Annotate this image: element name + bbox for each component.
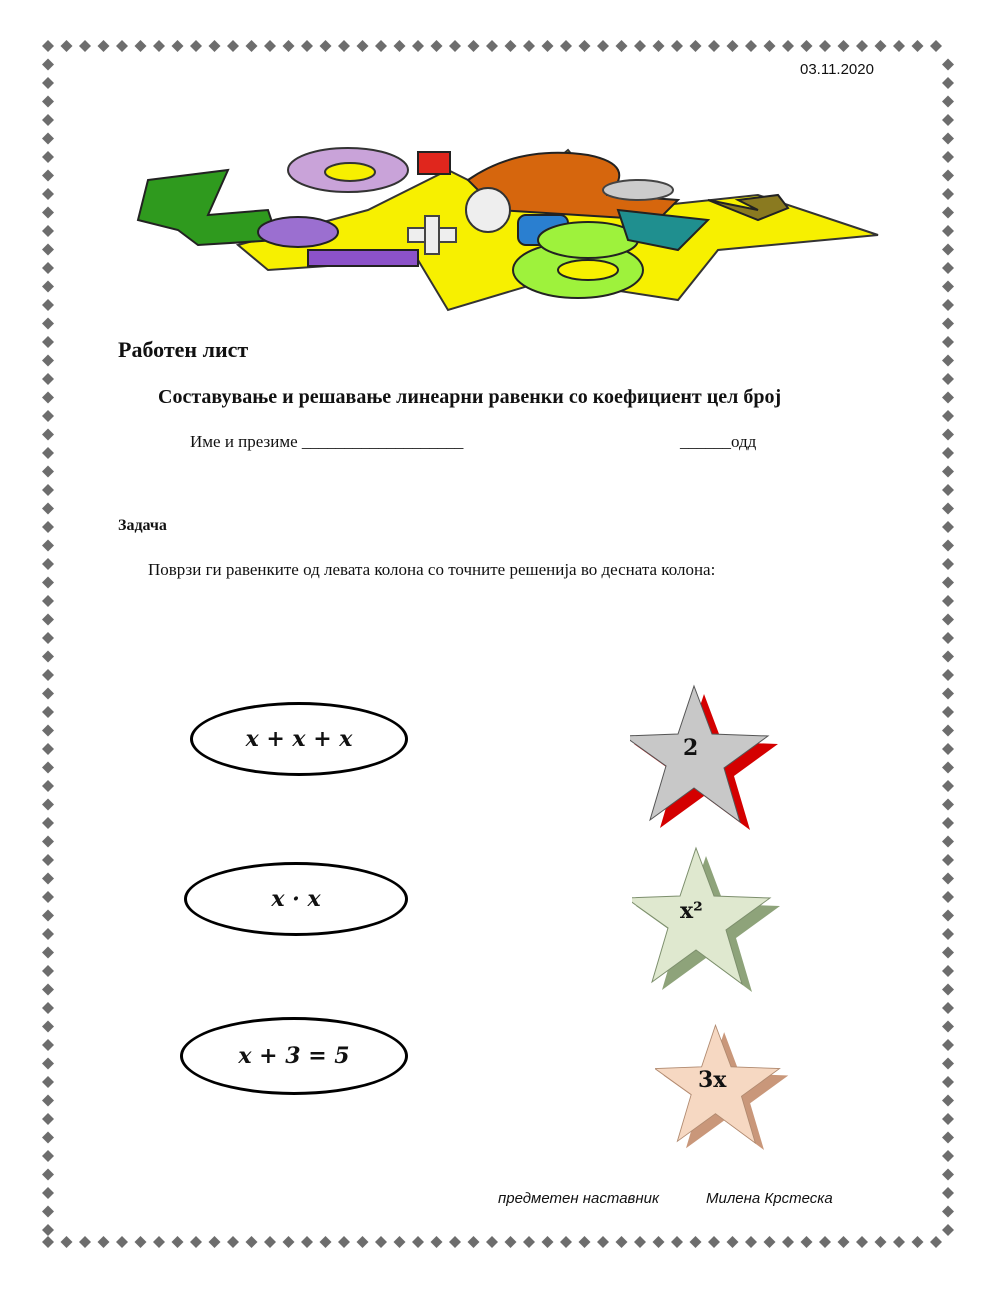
- border-diamond: [42, 1206, 54, 1218]
- border-diamond: [597, 1236, 609, 1248]
- expression-text: x + x + x: [245, 726, 353, 752]
- border-diamond: [42, 77, 54, 89]
- border-diamond: [42, 669, 54, 681]
- border-diamond: [942, 262, 954, 274]
- border-diamond: [942, 651, 954, 663]
- worksheet-title: Работен лист: [118, 337, 249, 362]
- border-diamond: [42, 595, 54, 607]
- border-diamond: [942, 780, 954, 792]
- border-diamond: [801, 40, 813, 52]
- border-diamond: [634, 1236, 646, 1248]
- border-diamond: [942, 466, 954, 478]
- border-diamond: [942, 891, 954, 903]
- border-diamond: [671, 40, 683, 52]
- border-diamond: [942, 632, 954, 644]
- border-diamond: [912, 40, 924, 52]
- border-diamond: [856, 1236, 868, 1248]
- border-diamond: [320, 1236, 332, 1248]
- border-diamond: [283, 1236, 295, 1248]
- border-diamond: [42, 614, 54, 626]
- border-diamond: [875, 1236, 887, 1248]
- border-diamond: [560, 40, 572, 52]
- border-diamond: [375, 1236, 387, 1248]
- border-diamond: [301, 40, 313, 52]
- border-diamond: [42, 1113, 54, 1125]
- border-diamond: [745, 1236, 757, 1248]
- border-diamond: [690, 1236, 702, 1248]
- border-diamond: [942, 429, 954, 441]
- border-diamond: [153, 1236, 165, 1248]
- border-diamond: [42, 447, 54, 459]
- border-diamond: [431, 1236, 443, 1248]
- border-diamond: [942, 1002, 954, 1014]
- border-diamond: [942, 762, 954, 774]
- border-diamond: [942, 540, 954, 552]
- border-diamond: [942, 59, 954, 71]
- border-diamond: [42, 355, 54, 367]
- border-diamond: [942, 799, 954, 811]
- border-diamond: [42, 558, 54, 570]
- border-diamond: [912, 1236, 924, 1248]
- border-diamond: [190, 1236, 202, 1248]
- border-diamond: [486, 40, 498, 52]
- border-diamond: [942, 484, 954, 496]
- expression-oval-2[interactable]: [184, 862, 408, 936]
- border-diamond: [42, 1076, 54, 1088]
- border-diamond: [486, 1236, 498, 1248]
- border-diamond: [172, 1236, 184, 1248]
- border-diamond: [42, 1002, 54, 1014]
- border-diamond: [942, 910, 954, 922]
- border-diamond: [42, 207, 54, 219]
- border-diamond: [942, 928, 954, 940]
- expression-text: x + 3 = 5: [238, 1043, 350, 1069]
- border-diamond: [61, 1236, 73, 1248]
- border-diamond: [42, 1021, 54, 1033]
- border-diamond: [579, 40, 591, 52]
- border-diamond: [942, 447, 954, 459]
- border-diamond: [42, 503, 54, 515]
- border-diamond: [42, 947, 54, 959]
- border-diamond: [246, 40, 258, 52]
- border-diamond: [942, 188, 954, 200]
- border-diamond: [942, 225, 954, 237]
- grade-field: ______одд: [680, 432, 757, 451]
- border-diamond: [942, 1169, 954, 1181]
- border-diamond: [209, 1236, 221, 1248]
- border-diamond: [42, 262, 54, 274]
- border-diamond: [135, 1236, 147, 1248]
- border-diamond: [942, 392, 954, 404]
- border-diamond: [653, 40, 665, 52]
- answer-label-1: 2: [683, 735, 699, 761]
- border-diamond: [942, 299, 954, 311]
- topic-title: Составување и решавање линеарни равенки со коефициент цел број: [158, 386, 782, 408]
- border-diamond: [42, 928, 54, 940]
- border-diamond: [942, 965, 954, 977]
- border-diamond: [468, 1236, 480, 1248]
- border-diamond: [542, 1236, 554, 1248]
- border-diamond: [42, 799, 54, 811]
- border-diamond: [42, 780, 54, 792]
- border-diamond: [338, 1236, 350, 1248]
- border-diamond: [357, 1236, 369, 1248]
- border-diamond: [708, 1236, 720, 1248]
- border-diamond: [283, 40, 295, 52]
- border-diamond: [42, 96, 54, 108]
- border-diamond: [745, 40, 757, 52]
- border-diamond: [942, 96, 954, 108]
- border-diamond: [942, 595, 954, 607]
- border-diamond: [42, 836, 54, 848]
- border-diamond: [942, 725, 954, 737]
- border-diamond: [42, 336, 54, 348]
- border-diamond: [838, 40, 850, 52]
- border-diamond: [116, 40, 128, 52]
- border-diamond: [942, 1150, 954, 1162]
- border-diamond: [42, 540, 54, 552]
- border-diamond: [42, 429, 54, 441]
- numbers-clipart-image: [118, 140, 883, 315]
- border-diamond: [42, 854, 54, 866]
- border-diamond: [942, 355, 954, 367]
- expression-oval-3[interactable]: [180, 1017, 408, 1095]
- border-diamond: [942, 207, 954, 219]
- border-diamond: [42, 725, 54, 737]
- border-diamond: [782, 40, 794, 52]
- border-diamond: [942, 614, 954, 626]
- border-diamond: [190, 40, 202, 52]
- border-diamond: [42, 410, 54, 422]
- border-diamond: [61, 40, 73, 52]
- border-diamond: [942, 1113, 954, 1125]
- border-diamond: [227, 1236, 239, 1248]
- border-diamond: [942, 521, 954, 533]
- border-diamond: [671, 1236, 683, 1248]
- border-diamond: [42, 762, 54, 774]
- border-diamond: [42, 1058, 54, 1070]
- border-diamond: [764, 40, 776, 52]
- border-diamond: [357, 40, 369, 52]
- border-diamond: [42, 965, 54, 977]
- border-diamond: [942, 1132, 954, 1144]
- border-diamond: [942, 1206, 954, 1218]
- border-diamond: [523, 1236, 535, 1248]
- border-diamond: [942, 854, 954, 866]
- border-diamond: [942, 114, 954, 126]
- name-field: Име и презиме ___________________: [190, 432, 464, 451]
- border-diamond: [942, 133, 954, 145]
- border-diamond: [42, 891, 54, 903]
- border-diamond: [42, 743, 54, 755]
- border-diamond: [875, 40, 887, 52]
- border-diamond: [42, 1132, 54, 1144]
- border-diamond: [930, 40, 942, 52]
- border-diamond: [782, 1236, 794, 1248]
- border-diamond: [801, 1236, 813, 1248]
- border-diamond: [616, 40, 628, 52]
- border-diamond: [42, 299, 54, 311]
- border-diamond: [42, 392, 54, 404]
- border-diamond: [172, 40, 184, 52]
- border-diamond: [42, 632, 54, 644]
- border-diamond: [42, 151, 54, 163]
- expression-oval-1[interactable]: [190, 702, 408, 776]
- border-diamond: [42, 40, 54, 52]
- border-diamond: [42, 318, 54, 330]
- border-diamond: [560, 1236, 572, 1248]
- border-diamond: [42, 910, 54, 922]
- border-diamond: [942, 984, 954, 996]
- border-diamond: [942, 1039, 954, 1051]
- border-diamond: [449, 1236, 461, 1248]
- border-diamond: [42, 577, 54, 589]
- border-diamond: [893, 40, 905, 52]
- border-diamond: [942, 947, 954, 959]
- instruction-text: Поврзи ги равенките од левата колона со точните решенија во десната колона:: [148, 560, 716, 579]
- border-diamond: [542, 40, 554, 52]
- border-diamond: [942, 336, 954, 348]
- border-diamond: [942, 817, 954, 829]
- border-diamond: [42, 1169, 54, 1181]
- border-diamond: [505, 40, 517, 52]
- border-diamond: [942, 1021, 954, 1033]
- border-diamond: [856, 40, 868, 52]
- border-diamond: [42, 688, 54, 700]
- border-diamond: [579, 1236, 591, 1248]
- border-diamond: [727, 40, 739, 52]
- border-diamond: [98, 40, 110, 52]
- border-diamond: [597, 40, 609, 52]
- border-diamond: [412, 1236, 424, 1248]
- answer-star-2[interactable]: [632, 842, 782, 992]
- border-diamond: [301, 1236, 313, 1248]
- border-diamond: [942, 688, 954, 700]
- border-diamond: [394, 1236, 406, 1248]
- border-diamond: [942, 410, 954, 422]
- border-diamond: [264, 1236, 276, 1248]
- border-diamond: [116, 1236, 128, 1248]
- border-diamond: [42, 1039, 54, 1051]
- border-diamond: [942, 1187, 954, 1199]
- border-diamond: [942, 558, 954, 570]
- border-diamond: [42, 1150, 54, 1162]
- border-diamond: [42, 133, 54, 145]
- border-diamond: [616, 1236, 628, 1248]
- footer-teacher: Милена Крстеска: [706, 1190, 833, 1207]
- border-diamond: [42, 244, 54, 256]
- border-diamond: [42, 466, 54, 478]
- border-diamond: [431, 40, 443, 52]
- border-diamond: [942, 1095, 954, 1107]
- border-diamond: [42, 521, 54, 533]
- border-diamond: [320, 40, 332, 52]
- border-diamond: [42, 706, 54, 718]
- border-diamond: [942, 1224, 954, 1236]
- border-diamond: [79, 1236, 91, 1248]
- border-diamond: [153, 40, 165, 52]
- border-diamond: [264, 40, 276, 52]
- border-diamond: [42, 114, 54, 126]
- border-diamond: [42, 225, 54, 237]
- border-diamond: [893, 1236, 905, 1248]
- border-diamond: [42, 188, 54, 200]
- border-diamond: [209, 40, 221, 52]
- border-diamond: [79, 40, 91, 52]
- border-diamond: [819, 1236, 831, 1248]
- border-diamond: [227, 40, 239, 52]
- border-diamond: [42, 1095, 54, 1107]
- border-diamond: [942, 281, 954, 293]
- date-text: 03.11.2020: [800, 61, 874, 78]
- border-diamond: [942, 1058, 954, 1070]
- border-diamond: [42, 984, 54, 996]
- border-diamond: [412, 40, 424, 52]
- border-diamond: [942, 743, 954, 755]
- border-diamond: [42, 1187, 54, 1199]
- border-diamond: [42, 1224, 54, 1236]
- border-diamond: [727, 1236, 739, 1248]
- border-diamond: [42, 817, 54, 829]
- border-diamond: [942, 318, 954, 330]
- border-diamond: [42, 651, 54, 663]
- border-diamond: [708, 40, 720, 52]
- border-diamond: [764, 1236, 776, 1248]
- border-diamond: [42, 373, 54, 385]
- border-diamond: [523, 40, 535, 52]
- border-diamond: [98, 1236, 110, 1248]
- border-diamond: [42, 59, 54, 71]
- border-diamond: [135, 40, 147, 52]
- border-diamond: [42, 873, 54, 885]
- answer-star-1[interactable]: [630, 680, 780, 830]
- border-diamond: [690, 40, 702, 52]
- border-diamond: [42, 1236, 54, 1248]
- border-diamond: [942, 244, 954, 256]
- border-diamond: [449, 40, 461, 52]
- border-diamond: [246, 1236, 258, 1248]
- border-diamond: [942, 170, 954, 182]
- border-diamond: [838, 1236, 850, 1248]
- border-diamond: [468, 40, 480, 52]
- border-diamond: [942, 669, 954, 681]
- border-diamond: [653, 1236, 665, 1248]
- border-diamond: [942, 503, 954, 515]
- border-diamond: [394, 40, 406, 52]
- expression-text: x · x: [271, 886, 321, 912]
- border-diamond: [942, 836, 954, 848]
- border-diamond: [819, 40, 831, 52]
- border-diamond: [942, 873, 954, 885]
- border-diamond: [42, 281, 54, 293]
- border-diamond: [42, 170, 54, 182]
- border-diamond: [634, 40, 646, 52]
- answer-label-2: x²: [680, 898, 703, 924]
- border-diamond: [942, 1076, 954, 1088]
- border-diamond: [942, 151, 954, 163]
- border-diamond: [942, 706, 954, 718]
- border-diamond: [42, 484, 54, 496]
- task-label: Задача: [118, 517, 167, 534]
- border-diamond: [505, 1236, 517, 1248]
- border-diamond: [375, 40, 387, 52]
- border-diamond: [942, 77, 954, 89]
- footer-role: предметен наставник: [498, 1190, 660, 1207]
- border-diamond: [930, 1236, 942, 1248]
- border-diamond: [942, 577, 954, 589]
- border-diamond: [942, 373, 954, 385]
- answer-label-3: 3x: [698, 1067, 727, 1093]
- border-diamond: [338, 40, 350, 52]
